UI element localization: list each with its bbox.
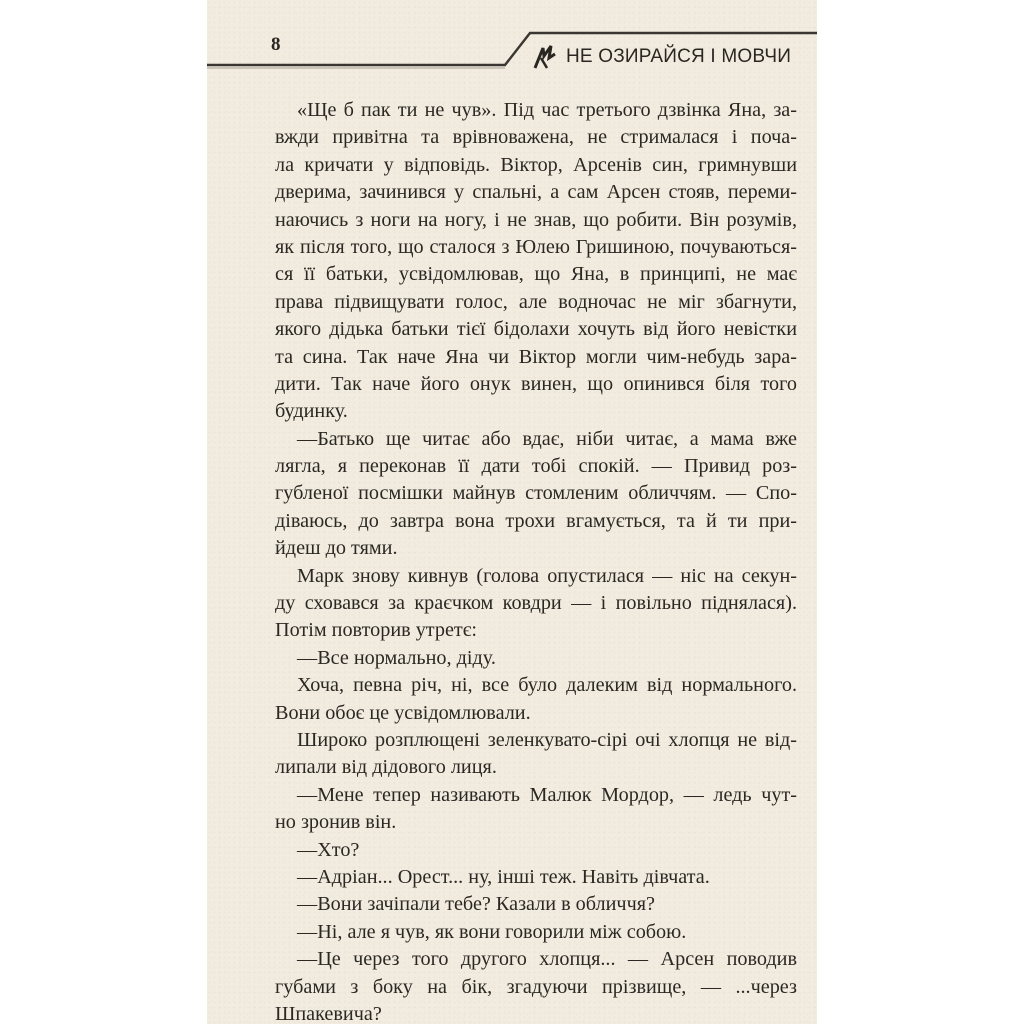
text-line: будинку. [275,400,348,423]
body-text [275,97,797,1028]
text-line: —Хто? [297,838,360,861]
text-line: липали від дідового лиця. [275,756,497,779]
text-line: —Ні, але я чув, як вони говорили між собою. [297,920,687,943]
text-line: дверима, зачинився у спальні, а сам Арсен стояв, переми- [275,181,797,204]
book-page [207,0,817,1024]
text-line: йдеш до тями. [275,537,398,560]
text-line: —Адріан... Орест... ну, інші теж. Навіть дівчата. [297,865,710,888]
text-line: но зронив він. [275,811,397,834]
text-line: —Батько ще читає або вдає, ніби читає, а мама вже [297,427,797,450]
text-line: діваюсь, до завтра вона трохи вгамується, та й ти при- [275,509,797,532]
text-line: Широко розплющені зеленкувато-сірі очі хлопця не від- [297,728,797,751]
text-line: —Все нормально, діду. [297,646,496,669]
running-title [532,44,791,70]
text-line: Марк знову кивнув (голова опустилася — ніс на секун- [297,564,797,587]
text-line: Вони обоє це усвідомлювали. [275,701,531,724]
text-line: ла кричати у відповідь. Віктор, Арсенів син, гримнувши [275,153,797,176]
page-header [207,0,817,90]
text-line: вжди привітна та врівноважена, не стрималася і поча- [275,126,797,149]
text-line: Шпакевича? [275,1002,382,1025]
text-line: дити. Так наче його онук винен, що опинився біля того [275,372,797,395]
text-line: губами з боку на бік, згадуючи прізвище, — ...через [275,975,797,998]
text-line: якого дідька батьки тієї бідолахи хочуть від його невістки [275,318,797,341]
text-line: Потім повторив утретє: [275,619,478,642]
text-line: ся її батьки, усвідомлював, що Яна, в принципі, не має [275,263,797,286]
text-line: «Ще б пак ти не чув». Під час третього дзвінка Яна, за- [297,99,797,121]
publisher-logo-icon [532,44,558,70]
page-number: 8 [271,34,281,55]
text-line: губленої посмішки майнув стомленим обличчям. — Спо- [275,482,797,505]
text-line: —Вони зачіпали тебе? Казали в обличчя? [297,893,655,916]
book-title: НЕ ОЗИРАЙСЯ І МОВЧИ [566,46,792,67]
text-line: та сина. Так наче Яна чи Віктор могли чим-небудь зара- [275,345,797,368]
text-line: —Це через того другого хлопця... — Арсен поводив [297,948,797,971]
text-line: —Мене тепер називають Малюк Мордор, — ледь чут- [297,783,797,806]
text-line: права підвищувати голос, але водночас не міг збагнути, [275,290,797,313]
text-line: ду сховався за краєчком ковдри — і повільно піднялася). [275,592,797,615]
text-line: лягла, я переконав її дати тобі спокій. — Привид роз- [275,455,797,478]
text-line: наючись з ноги на ногу, і не знав, що робити. Він розумів, [275,208,797,231]
text-line: як після того, що сталося з Юлею Гришиною, почуваються- [275,235,797,258]
text-line: Хоча, певна річ, ні, все було далеким від нормального. [297,674,797,697]
